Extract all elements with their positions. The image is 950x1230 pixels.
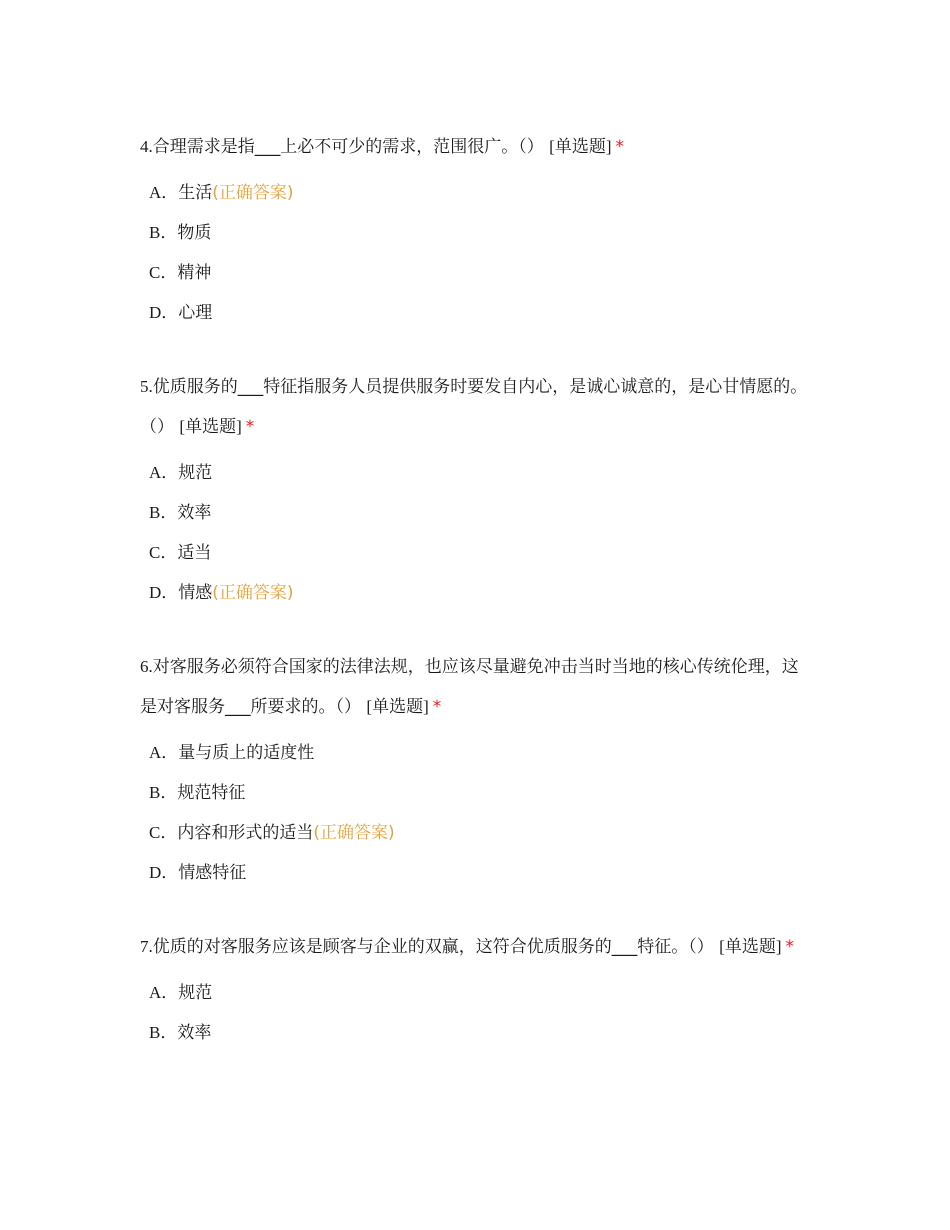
option-d[interactable] <box>140 293 812 333</box>
question-stem: 对客服务必须符合国家的法律法规，也应该尽量避免冲击当时当地的核心传统伦理，这是对客服务___所要求的。（） <box>140 657 799 717</box>
option-letter: C． <box>149 543 178 562</box>
question-type-tag: [单选题] <box>366 697 429 716</box>
option-b[interactable] <box>140 213 812 253</box>
question-number: 4. <box>140 137 153 156</box>
question-type-tag: [单选题] <box>179 417 242 436</box>
option-text: 规范 <box>178 463 213 483</box>
question-stem: 优质服务的___特征指服务人员提供服务时要发自内心，是诚心诚意的，是心甘情愿的。（） <box>140 377 808 437</box>
option-letter: D． <box>149 863 179 882</box>
option-b[interactable] <box>140 1013 812 1053</box>
question-stem: 优质的对客服务应该是顾客与企业的双赢，这符合优质服务的___特征。（） <box>152 937 714 957</box>
option-text: 精神 <box>177 263 212 283</box>
question-number: 6. <box>140 657 153 676</box>
option-b[interactable] <box>140 493 812 533</box>
correct-answer-tag: (正确答案) <box>212 583 294 603</box>
option-text: 效率 <box>177 1023 212 1043</box>
required-mark: * <box>432 697 442 717</box>
option-letter: D． <box>149 303 179 322</box>
option-b[interactable] <box>140 773 812 813</box>
option-list <box>140 453 812 613</box>
option-letter: D． <box>149 583 179 602</box>
option-list <box>140 733 812 893</box>
option-d[interactable] <box>140 573 812 613</box>
option-d[interactable] <box>140 853 812 893</box>
option-c[interactable] <box>140 533 812 573</box>
option-letter: A． <box>149 463 179 482</box>
correct-answer-tag: (正确答案) <box>313 823 395 843</box>
question-4 <box>140 127 812 333</box>
option-text: 规范 <box>178 983 213 1003</box>
option-letter: B． <box>149 1023 178 1042</box>
question-number: 7. <box>140 937 153 956</box>
option-letter: B． <box>149 783 178 802</box>
required-mark: * <box>245 417 255 437</box>
option-a[interactable] <box>140 173 812 213</box>
question-text <box>140 127 812 167</box>
option-letter: B． <box>149 503 178 522</box>
option-text: 规范特征 <box>177 783 246 803</box>
option-list <box>140 973 812 1053</box>
required-mark: * <box>615 137 624 157</box>
question-number: 5. <box>140 377 153 396</box>
option-a[interactable] <box>140 453 812 493</box>
option-c[interactable] <box>140 813 812 853</box>
correct-answer-tag: (正确答案) <box>212 183 294 203</box>
option-a[interactable] <box>140 973 812 1013</box>
option-letter: A． <box>149 743 179 762</box>
question-type-tag: [单选题] <box>549 137 612 156</box>
option-letter: A． <box>149 983 179 1002</box>
option-text: 适当 <box>177 543 212 563</box>
option-a[interactable] <box>140 733 812 773</box>
option-text: 量与质上的适度性 <box>178 743 315 763</box>
option-letter: A． <box>149 183 179 202</box>
option-text: 情感特征 <box>178 863 247 883</box>
option-letter: C． <box>149 263 178 282</box>
question-type-tag: [单选题] <box>719 937 782 956</box>
option-text: 生活 <box>178 183 213 203</box>
option-text: 物质 <box>177 223 212 243</box>
question-text <box>140 367 812 447</box>
option-text: 心理 <box>178 303 213 323</box>
option-letter: C． <box>149 823 178 842</box>
question-6 <box>140 647 812 893</box>
question-5 <box>140 367 812 613</box>
option-text: 情感 <box>178 583 213 603</box>
option-text: 效率 <box>177 503 212 523</box>
option-text: 内容和形式的适当 <box>177 823 314 843</box>
option-c[interactable] <box>140 253 812 293</box>
question-stem: 合理需求是指___上必不可少的需求，范围很广。（） <box>152 137 544 157</box>
question-text <box>140 927 812 967</box>
required-mark: * <box>785 937 794 957</box>
question-text <box>140 647 812 727</box>
option-list <box>140 173 812 333</box>
option-letter: B． <box>149 223 178 242</box>
question-7 <box>140 927 812 1053</box>
